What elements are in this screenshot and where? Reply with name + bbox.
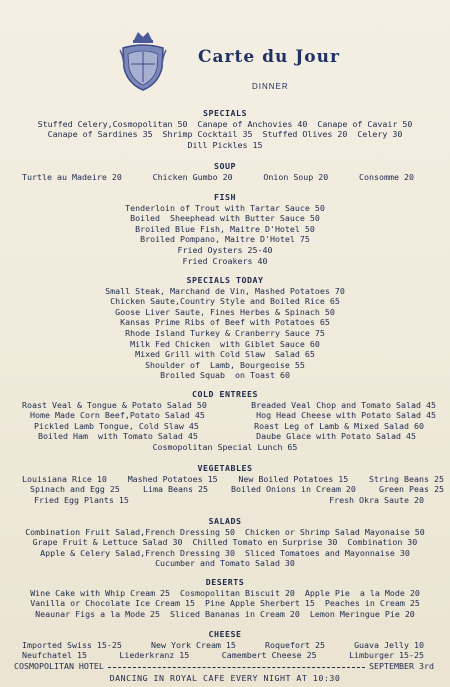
menu-item: Guava Jelly 10 (354, 639, 424, 650)
section-heading: SALADS (208, 516, 242, 526)
section-specials (6, 108, 444, 150)
section-heading: COLD ENTREES (192, 389, 258, 399)
section-vegetables (6, 463, 444, 505)
menu-line: Grape Fruit & Lettuce Salad 30 Chilled Tomato en Surprise 30 Combination 30 (32, 537, 418, 548)
menu-item: Limburger 15-25 (349, 650, 424, 661)
menu-line: Tenderloin of Trout with Tartar Sauce 50 (125, 202, 325, 213)
menu-item: Spinach and Egg 25 (30, 484, 120, 495)
menu-item: Boiled Onions in Cream 20 (231, 484, 356, 495)
menu-line: Small Steak, Marchand de Vin, Mashed Potatoes 70 (105, 285, 345, 296)
menu-line: Rhode Island Turkey & Cranberry Sauce 75 (125, 327, 325, 338)
menu-item: Pickled Lamb Tongue, Cold Slaw 45 (34, 420, 199, 431)
menu-item: Boiled Ham with Tomato Salad 45 (38, 431, 198, 442)
menu-line: Wine Cake with Whip Cream 25 Cosmopolitan Biscuit 20 Apple Pie a la Mode 20 (30, 587, 420, 598)
menu-line: Neaunar Figs a la Mode 25 Sliced Bananas in Cream 20 Lemon Meringue Pie 20 (35, 608, 415, 619)
section-deserts (6, 577, 444, 619)
menu-item: Roast Veal & Tongue & Potato Salad 50 (22, 399, 207, 410)
menu-line: Fried Oysters 25-40 (177, 244, 273, 255)
menu-item: Hog Head Cheese with Potato Salad 45 (256, 410, 436, 421)
hotel-crest-icon (118, 28, 168, 94)
menu-item: Roast Leg of Lamb & Mixed Salad 60 (254, 420, 424, 431)
menu-item: Chicken Gumbo 20 (152, 171, 233, 182)
section-heading: SOUP (214, 161, 236, 171)
menu-line: Milk Fed Chicken with Giblet Sauce 60 (130, 338, 320, 349)
menu-line: Boiled Sheephead with Butter Sauce 50 (130, 213, 320, 224)
section-heading: DESERTS (205, 577, 245, 587)
menu-line: Combination Fruit Salad,French Dressing 50 Chicken or Shrimp Salad Mayonaise 50 (25, 526, 425, 537)
menu-item: Camembert Cheese 25 (221, 650, 317, 661)
menu-item: Turtle au Madeire 20 (22, 171, 122, 182)
menu-line: Goose Liver Saute, Fines Herbes & Spinach 50 (115, 306, 335, 317)
menu-item: Daube Glace with Potato Salad 45 (256, 431, 416, 442)
menu-line: Mixed Grill with Cold Slaw Salad 65 (135, 349, 315, 360)
section-heading: FISH (214, 192, 236, 202)
menu-item: Lima Beans 25 (143, 484, 208, 495)
menu-line: Vanilla or Chocolate Ice Cream 15 Pine Apple Sherbert 15 Peaches in Cream 25 (30, 598, 420, 609)
menu-line: Chicken Saute,Country Style and Boiled Rice 65 (110, 296, 340, 307)
menu-item: Louisiana Rice 10 (22, 473, 107, 484)
menu-line: Apple & Celery Salad,French Dressing 30 Sliced Tomatoes and Mayonnaise 30 (40, 547, 410, 558)
section-heading: CHEESE (208, 629, 242, 639)
menu-line: Kansas Prime Ribs of Beef with Potatoes 65 (120, 317, 330, 328)
menu-item: New York Cream 15 (151, 639, 236, 650)
section-heading: SPECIALS TODAY (186, 275, 264, 285)
menu-line: Shoulder of Lamb, Bourgeoise 55 (145, 359, 305, 370)
menu-item: Home Made Corn Beef,Potato Salad 45 (30, 410, 205, 421)
section-soup (6, 161, 444, 182)
footer-date: SEPTEMBER 3rd (369, 661, 434, 671)
menu-line: Broiled Pompano, Maitre D'Hotel 75 (140, 234, 310, 245)
menu-item: Imported Swiss 15-25 (22, 639, 122, 650)
menu-line: Canape of Sardines 35 Shrimp Cocktail 35 Stuffed Olives 20 Celery 30 (47, 129, 403, 140)
menu-item: Fried Egg Plants 15 (34, 494, 129, 505)
menu-item: Breaded Veal Chop and Tomato Salad 45 (251, 399, 436, 410)
section-cold-entrees (6, 389, 444, 453)
menu-line: Cucumber and Tomato Salad 30 (155, 558, 295, 569)
footer-divider (108, 667, 365, 668)
menu-line: Cosmopolitan Special Lunch 65 (152, 441, 298, 452)
menu-item: Mashed Potatoes 15 (127, 473, 218, 484)
menu-title: Carte du Jour (198, 47, 340, 67)
menu-item: Consomme 20 (359, 171, 414, 182)
menu-item: Green Peas 25 (379, 484, 444, 495)
section-heading: VEGETABLES (197, 463, 253, 473)
section-cheese (6, 629, 444, 661)
menu-line: Broiled Squab on Toast 60 (160, 370, 290, 381)
menu-item: Onion Soup 20 (263, 171, 329, 182)
menu-item: New Boiled Potatoes 15 (238, 473, 349, 484)
menu-line: Broiled Blue Fish, Maitre D'Hotel 50 (135, 223, 315, 234)
menu-item: Fresh Okra Saute 20 (329, 494, 424, 505)
section-fish (6, 192, 444, 266)
section-heading: SPECIALS (203, 108, 247, 118)
section-specials-today (6, 275, 444, 381)
menu-line: Dill Pickles 15 (187, 139, 263, 150)
menu-item: Neufchatel 15 (22, 650, 87, 661)
footer-dancing-note: DANCING IN ROYAL CAFE EVERY NIGHT AT 10:30 (109, 673, 341, 683)
section-salads (6, 516, 444, 569)
menu-item: Roquefort 25 (265, 639, 325, 650)
footer-hotel-name: COSMOPOLITAN HOTEL (14, 661, 104, 671)
footer-row (14, 661, 434, 671)
menu-item: String Beans 25 (369, 473, 444, 484)
menu-line: Fried Croakers 40 (182, 255, 268, 266)
menu-line: Stuffed Celery,Cosmopolitan 50 Canape of Anchovies 40 Canape of Cavair 50 (37, 118, 413, 129)
menu-item: Liederkranz 15 (119, 650, 190, 661)
menu-subtitle: DINNER (252, 82, 289, 91)
